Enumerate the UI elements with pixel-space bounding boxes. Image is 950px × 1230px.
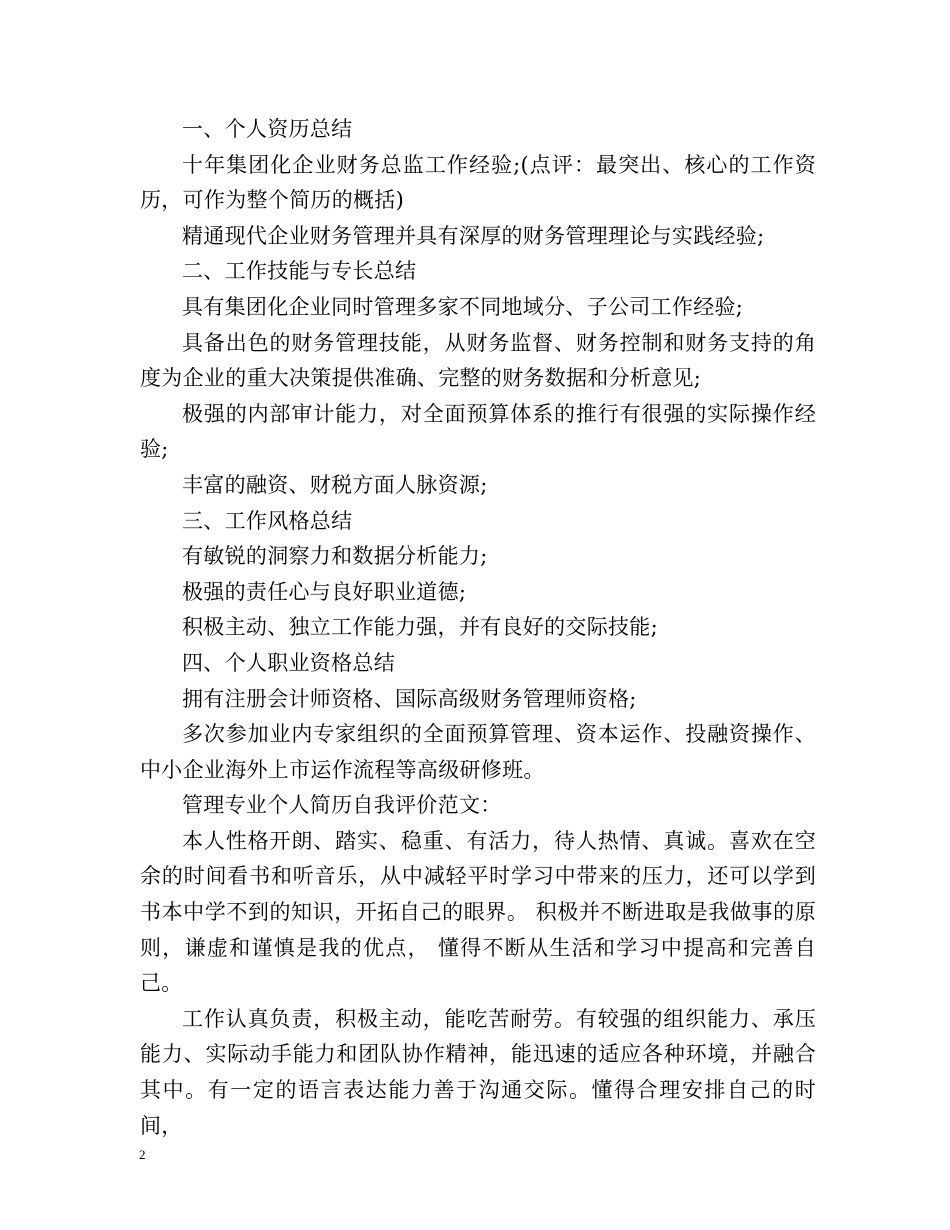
paragraph: 积极主动、独立工作能力强，并有良好的交际技能; bbox=[182, 615, 658, 640]
page-number: 2 bbox=[139, 1147, 146, 1162]
paragraph: 丰富的融资、财税方面人脉资源; bbox=[182, 472, 488, 497]
paragraph: 工作认真负责，积极主动，能吃苦耐劳。有较强的组织能力、承压能力、实际动手能力和团队协作精神，能迅速的适应各种环境，并融合其中。有一定的语言表达能力善于沟通交际。懂得合理安排自己的时间， bbox=[140, 1006, 816, 1138]
paragraph: 极强的内部审计能力，对全面预算体系的推行有很强的实际操作经验; bbox=[140, 401, 816, 462]
self-evaluation-heading: 管理专业个人简历自我评价范文： bbox=[182, 793, 502, 818]
paragraph: 有敏锐的洞察力和数据分析能力; bbox=[182, 544, 488, 569]
paragraph: 十年集团化企业财务总监工作经验;(点评：最突出、核心的工作资历，可作为整个简历的概括) bbox=[140, 152, 816, 213]
section-heading-personal-qualifications: 一、个人资历总结 bbox=[182, 117, 353, 141]
paragraph: 具备出色的财务管理技能，从财务监督、财务控制和财务支持的角度为企业的重大决策提供准确、完整的财务数据和分析意见; bbox=[140, 330, 816, 391]
paragraph: 本人性格开朗、踏实、稳重、有活力，待人热情、真诚。喜欢在空余的时间看书和听音乐，从中减轻平时学习中带来的压力，还可以学到书本中学不到的知识，开拓自己的眼界。 积极并不断进取是我做事的原则，谦虚和谨慎是我的优点， 懂得不断从生活和学习中提高和完善自己。 bbox=[140, 828, 816, 996]
paragraph: 精通现代企业财务管理并具有深厚的财务管理理论与实践经验; bbox=[182, 223, 765, 248]
paragraph: 极强的责任心与良好职业道德; bbox=[182, 579, 467, 604]
section-heading-certifications: 四、个人职业资格总结 bbox=[182, 650, 395, 675]
document-body bbox=[140, 112, 816, 1144]
paragraph: 具有集团化企业同时管理多家不同地域分、子公司工作经验; bbox=[182, 294, 744, 319]
section-heading-work-style: 三、工作风格总结 bbox=[182, 508, 353, 533]
paragraph: 拥有注册会计师资格、国际高级财务管理师资格; bbox=[182, 686, 637, 711]
paragraph: 多次参加业内专家组织的全面预算管理、资本运作、投融资操作、中小企业海外上市运作流程等高级研修班。 bbox=[140, 722, 816, 782]
section-heading-skills: 二、工作技能与专长总结 bbox=[182, 259, 417, 284]
